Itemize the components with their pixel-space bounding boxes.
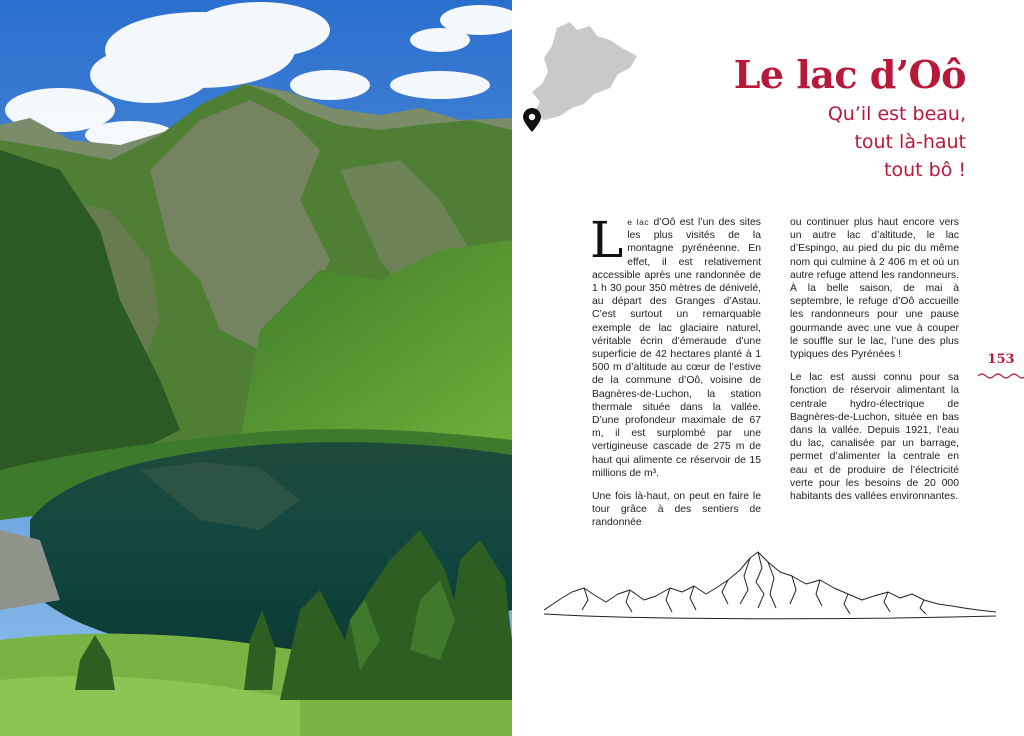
paragraph: Le lac est aussi connu pour sa fonction de réservoir alimentant la centrale hydro-électrique de Bagnères-de-Luchon, située en bas dans la vallée. Depuis 1921, l’eau du lac, canalisée par un barrage, permet d’alimenter la centrale en eau et de produire de l’électricité verte pour les besoins de 20 000 habitants des vallées environnantes.	[790, 372, 959, 503]
subtitle-line: Qu’il est beau,	[827, 103, 966, 125]
region-map-icon	[522, 18, 642, 133]
text-column-left	[590, 211, 761, 540]
wave-ornament-icon	[978, 372, 1024, 380]
drop-cap: L	[590, 211, 624, 269]
paragraph: Une fois là-haut, on peut en faire le tour grâce à des sentiers de randonnée	[592, 491, 761, 529]
paragraph	[590, 211, 761, 480]
map-pin-icon	[523, 108, 541, 132]
page-number	[978, 352, 1024, 385]
article-title: Le lac d’Oô	[733, 52, 966, 97]
article-subtitle	[828, 100, 966, 184]
paragraph-text: d’Oô est l’un des sites les plus visités de la montagne pyrénéenne. En effet, il est relativement accessible après une randonnée de 1 h 30 pour 350 mètres de dénivelé, au départ des Granges d’Astau. C’est surtout un remarquable exemple de lac glaciaire naturel, véritable écrin d’émeraude d’une superficie de 42 hectares planté à 1 500 m d’altitude au cœur de l’estive de la commune d’Oô, voisine de Bagnères-de-Luchon, la station thermale située dans la vallée. D’une profondeur maximale de 67 m, il est surplombé par une vertigineuse cascade de 275 m de haut qui alimente ce réservoir de 15 millions de m³.	[592, 217, 761, 479]
paragraph: ou continuer plus haut encore vers un autre lac d’altitude, le lac d’Espingo, au pied du pic du même nom qui culmine à 2 406 m et où un autre refuge attend les randonneurs. À la belle saison, de mai à septembre, le refuge d’Oô accueille les randonneurs pour une pause gourmande avec une vue à couper le souffle sur le lac, l’une des plus typiques des Pyrénées !	[790, 217, 959, 361]
text-column-right	[790, 216, 959, 513]
subtitle-line: tout bô !	[884, 159, 966, 181]
page-number-text: 153	[987, 352, 1015, 367]
lead-smallcaps: e lac	[627, 217, 650, 227]
subtitle-line: tout là-haut	[854, 131, 966, 153]
mountain-range-illustration	[544, 548, 996, 630]
